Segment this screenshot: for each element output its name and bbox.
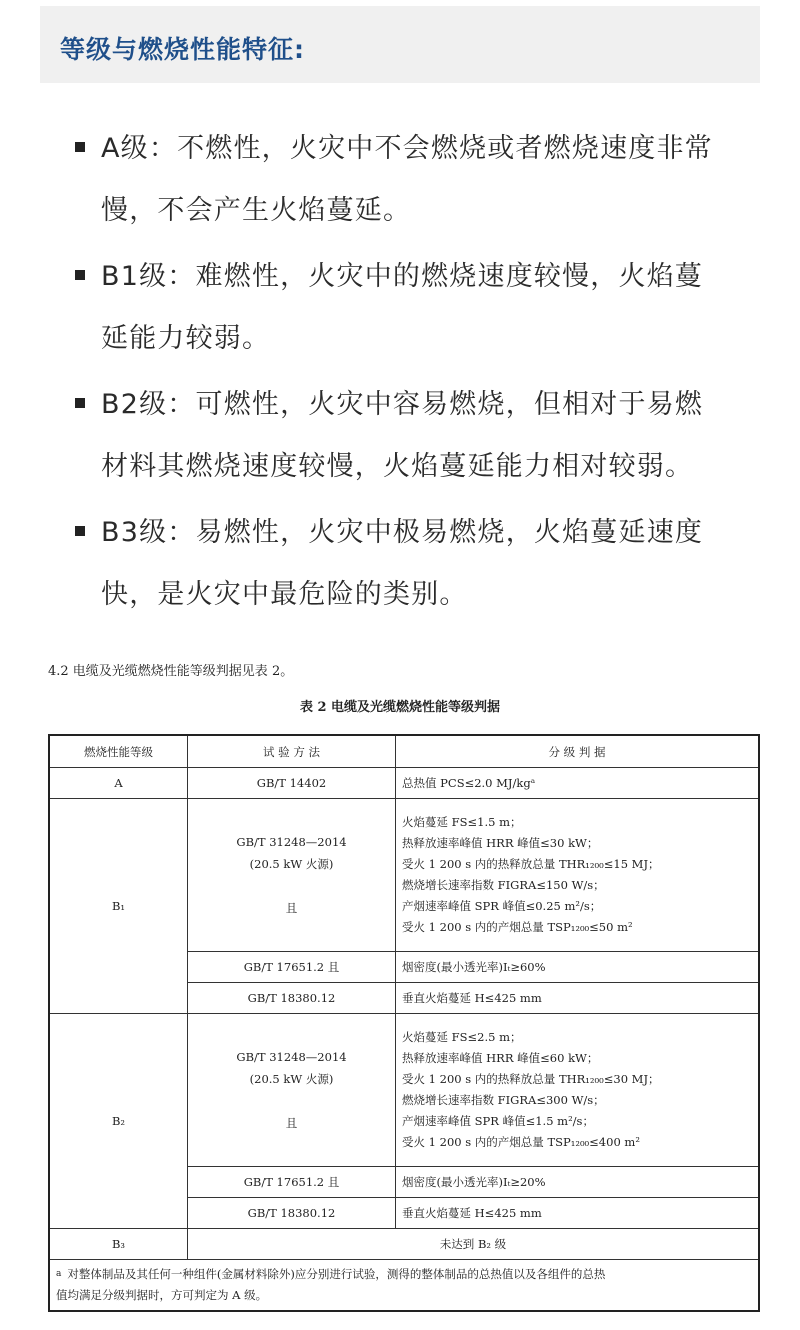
bullet-grade-b2 [75, 374, 775, 498]
criteria-cell: 总热值 PCS≤2.0 MJ/kgᵃ [396, 768, 760, 799]
header-method: 试 验 方 法 [188, 735, 396, 768]
square-bullet-icon [75, 398, 85, 408]
method-line: (20.5 kW 火源) [249, 1072, 334, 1086]
method-cell: GB/T 18380.12 [188, 983, 396, 1014]
grade-bullet-list [75, 118, 775, 630]
table-row-b3 [49, 1229, 759, 1260]
criteria-cell: 未达到 B₂ 级 [188, 1229, 760, 1260]
method-line: 且 [285, 901, 298, 915]
criteria-line: 火焰蔓延 FS≤1.5 m； [402, 815, 522, 829]
method-line [194, 1090, 389, 1112]
bullet-line: 材料其燃烧速度较慢，火焰蔓延能力相对较弱。 [101, 451, 694, 482]
criteria-line: 火焰蔓延 FS≤2.5 m； [402, 1030, 522, 1044]
header-criteria: 分 级 判 据 [396, 735, 760, 768]
method-line: (20.5 kW 火源) [249, 857, 334, 871]
criteria-cell: 垂直火焰蔓延 H≤425 mm [396, 1198, 760, 1229]
method-cell: GB/T 17651.2 且 [188, 1167, 396, 1198]
criteria-line: 受火 1 200 s 内的产烟总量 TSP₁₂₀₀≤50 m² [402, 920, 633, 934]
method-cell: GB/T 14402 [188, 768, 396, 799]
criteria-line: 燃烧增长速率指数 FIGRA≤300 W/s； [402, 1093, 605, 1107]
criteria-line: 产烟速率峰值 SPR 峰值≤0.25 m²/s； [402, 899, 602, 913]
method-cell [188, 1014, 396, 1167]
bullet-grade-a [75, 118, 775, 242]
criteria-cell: 垂直火焰蔓延 H≤425 mm [396, 983, 760, 1014]
criteria-cell: 烟密度(最小透光率)Iₜ≥20% [396, 1167, 760, 1198]
table-header-row [49, 735, 759, 768]
table-row-b2 [49, 1014, 759, 1167]
bullet-grade-b1 [75, 246, 775, 370]
bullet-line: A级：不燃性，火灾中不会燃烧或者燃烧速度非常 [101, 133, 713, 164]
table-footnote-row [49, 1260, 759, 1312]
grade-cell: A [49, 768, 188, 799]
criteria-line: 产烟速率峰值 SPR 峰值≤1.5 m²/s； [402, 1114, 594, 1128]
grade-cell: B₁ [49, 799, 188, 1014]
bullet-line: 快，是火灾中最危险的类别。 [101, 579, 468, 610]
method-cell: GB/T 17651.2 且 [188, 952, 396, 983]
table-row-b1 [49, 799, 759, 952]
table-row-a [49, 768, 759, 799]
header-grade: 燃烧性能等级 [49, 735, 188, 768]
footnote-line: 值均满足分级判据时，方可判定为 A 级。 [56, 1288, 268, 1302]
method-line [194, 875, 389, 897]
criteria-cell: 烟密度(最小透光率)Iₜ≥60% [396, 952, 760, 983]
bullet-grade-b3 [75, 502, 775, 626]
criteria-line: 热释放速率峰值 HRR 峰值≤60 kW； [402, 1051, 599, 1065]
standard-clause-text: 4.2 电缆及光缆燃烧性能等级判据见表 2。 [48, 664, 294, 679]
criteria-line: 受火 1 200 s 内的产烟总量 TSP₁₂₀₀≤400 m² [402, 1135, 640, 1149]
grade-cell: B₂ [49, 1014, 188, 1229]
square-bullet-icon [75, 526, 85, 536]
criteria-cell [396, 799, 760, 952]
criteria-line: 燃烧增长速率指数 FIGRA≤150 W/s； [402, 878, 605, 892]
section-title: 等级与燃烧性能特征: [60, 35, 305, 64]
criteria-line: 热释放速率峰值 HRR 峰值≤30 kW； [402, 836, 599, 850]
bullet-line: 慢，不会产生火焰蔓延。 [101, 195, 412, 226]
grade-cell: B₃ [49, 1229, 188, 1260]
table-caption: 表 2 电缆及光缆燃烧性能等级判据 [299, 700, 501, 715]
method-line: GB/T 31248—2014 [236, 1050, 347, 1064]
grade-criteria-table [48, 734, 760, 1312]
bullet-line: 延能力较弱。 [101, 323, 271, 354]
bullet-line: B2级：可燃性，火灾中容易燃烧，但相对于易燃 [101, 389, 704, 420]
method-cell: GB/T 18380.12 [188, 1198, 396, 1229]
footnote-line: 对整体制品及其任何一种组件(金属材料除外)应分别进行试验，测得的整体制品的总热值以及各组件的总热 [67, 1267, 606, 1281]
method-line: 且 [285, 1116, 298, 1130]
criteria-line: 受火 1 200 s 内的热释放总量 THR₁₂₀₀≤30 MJ； [402, 1072, 660, 1086]
method-line: GB/T 31248—2014 [236, 835, 347, 849]
square-bullet-icon [75, 142, 85, 152]
method-cell [188, 799, 396, 952]
footnote-mark: a [56, 1269, 62, 1279]
bullet-line: B1级：难燃性，火灾中的燃烧速度较慢，火焰蔓 [101, 261, 704, 292]
criteria-line: 受火 1 200 s 内的热释放总量 THR₁₂₀₀≤15 MJ； [402, 857, 660, 871]
footnote-cell [49, 1260, 759, 1312]
square-bullet-icon [75, 270, 85, 280]
bullet-line: B3级：易燃性，火灾中极易燃烧，火焰蔓延速度 [101, 517, 704, 548]
criteria-cell [396, 1014, 760, 1167]
